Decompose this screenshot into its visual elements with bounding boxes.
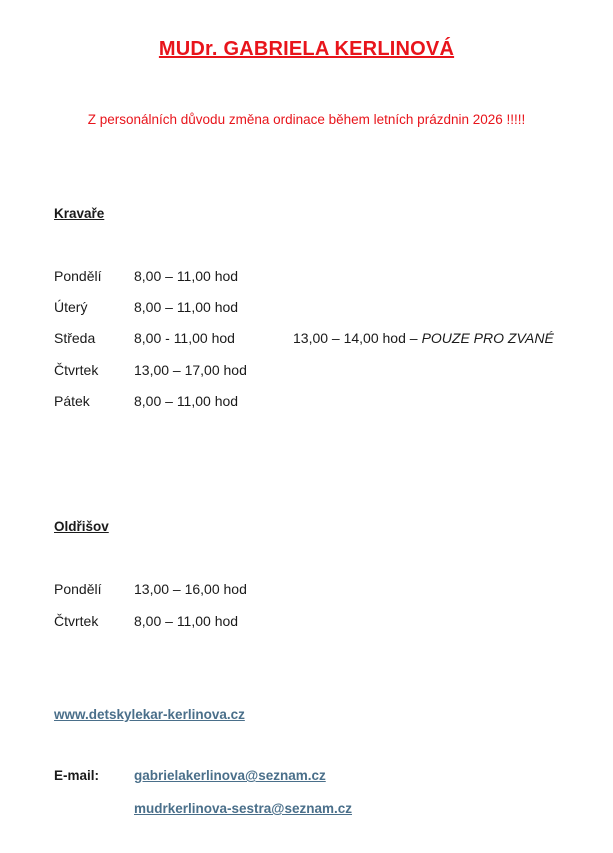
- day-label: Pátek: [54, 393, 90, 409]
- extra-time-note: POUZE PRO ZVANÉ: [421, 330, 554, 346]
- day-label: Středa: [54, 330, 96, 346]
- time-range: 8,00 – 11,00 hod: [134, 613, 239, 629]
- day-label: Pondělí: [54, 581, 102, 597]
- extra-time-slot: [293, 328, 554, 348]
- time-range: 13,00 – 17,00 hod: [134, 362, 247, 378]
- day-label: Úterý: [54, 299, 88, 315]
- notice-text: Z personálních důvodu změna ordinace během letních prázdnin 2026 !!!!!: [87, 112, 526, 127]
- day-label: Čtvrtek: [54, 362, 99, 378]
- website-link[interactable]: www.detskylekar-kerlinova.cz: [54, 707, 245, 722]
- location-heading-kravare: Kravaře: [54, 206, 105, 221]
- location-heading-oldrisov: Oldřišov: [54, 519, 109, 534]
- day-label: Pondělí: [54, 268, 102, 284]
- page-title: MUDr. GABRIELA KERLINOVÁ: [158, 38, 455, 60]
- time-range: 13,00 – 16,00 hod: [134, 581, 247, 597]
- time-range: 8,00 – 11,00 hod: [134, 268, 239, 284]
- day-label: Čtvrtek: [54, 613, 99, 629]
- email-link-nurse[interactable]: mudrkerlinova-sestra@seznam.cz: [134, 801, 353, 816]
- email-link-primary[interactable]: gabrielakerlinova@seznam.cz: [134, 768, 326, 783]
- email-label: E-mail:: [54, 768, 100, 783]
- extra-time-range: 13,00 – 14,00 hod –: [293, 330, 418, 346]
- time-range: 8,00 - 11,00 hod: [134, 330, 235, 346]
- time-range: 8,00 – 11,00 hod: [134, 393, 239, 409]
- time-range: 8,00 – 11,00 hod: [134, 299, 239, 315]
